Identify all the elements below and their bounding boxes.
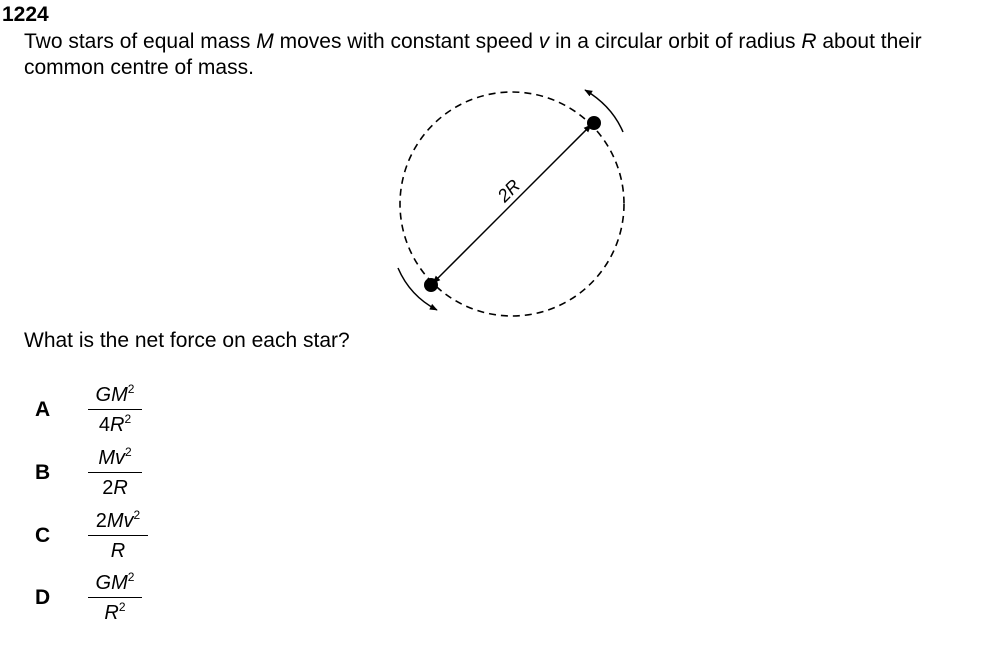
separation-arrow <box>433 125 591 283</box>
option-a-letter[interactable]: A <box>35 398 51 421</box>
option-b-letter[interactable]: B <box>35 461 51 484</box>
star-upper <box>587 116 601 130</box>
question-number: 1224 <box>2 3 49 26</box>
option-d-answer[interactable]: $\frac{GM^2}{R^2}$ <box>88 572 142 624</box>
star-lower <box>424 278 438 292</box>
option-c-answer[interactable]: $\frac{2Mv^2}{R}$ <box>88 510 148 562</box>
option-b-answer[interactable]: $\frac{Mv^2}{2R}$ <box>88 447 142 499</box>
option-a-answer[interactable]: $\frac{GM^2}{4R^2}$ <box>88 384 142 436</box>
question-prompt: What is the net force on each star? <box>24 329 350 352</box>
option-d-letter[interactable]: D <box>35 586 51 609</box>
binary-star-orbit-diagram <box>380 80 640 330</box>
separation-label: 2R <box>493 175 524 206</box>
question-stem: Two stars of equal mass M moves with constant speed v in a circular orbit of radius R about their common centre of mass. <box>24 30 922 79</box>
option-c-letter[interactable]: C <box>35 524 51 547</box>
